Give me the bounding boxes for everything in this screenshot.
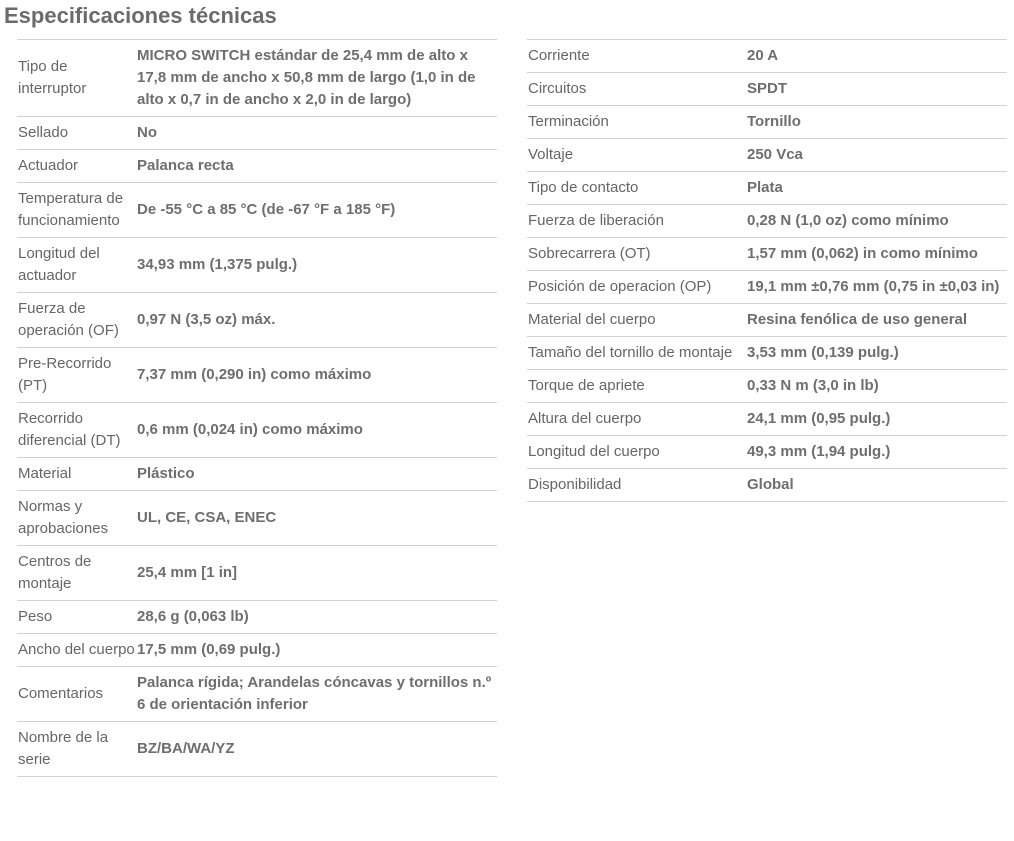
spec-row [527, 304, 1007, 337]
spec-label: Corriente [527, 40, 746, 73]
spec-value: BZ/BA/WA/YZ [136, 722, 497, 777]
spec-label: Sellado [17, 117, 136, 150]
spec-label: Pre-Recorrido (PT) [17, 348, 136, 403]
spec-table-left [17, 39, 497, 777]
spec-row [527, 469, 1007, 502]
spec-label: Comentarios [17, 667, 136, 722]
spec-value: 28,6 g (0,063 lb) [136, 601, 497, 634]
spec-row [527, 238, 1007, 271]
spec-value: No [136, 117, 497, 150]
spec-row [527, 73, 1007, 106]
spec-row [17, 601, 497, 634]
spec-label: Terminación [527, 106, 746, 139]
spec-label: Nombre de la serie [17, 722, 136, 777]
spec-label: Fuerza de operación (OF) [17, 293, 136, 348]
spec-label: Altura del cuerpo [527, 403, 746, 436]
spec-value: 25,4 mm [1 in] [136, 546, 497, 601]
spec-value: 250 Vca [746, 139, 1007, 172]
spec-label: Normas y aprobaciones [17, 491, 136, 546]
spec-value: 20 A [746, 40, 1007, 73]
spec-row [17, 293, 497, 348]
spec-label: Voltaje [527, 139, 746, 172]
spec-row [17, 722, 497, 777]
spec-value: 7,37 mm (0,290 in) como máximo [136, 348, 497, 403]
spec-label: Peso [17, 601, 136, 634]
spec-row [527, 403, 1007, 436]
spec-label: Tipo de contacto [527, 172, 746, 205]
spec-row [17, 634, 497, 667]
spec-value: 1,57 mm (0,062) in como mínimo [746, 238, 1007, 271]
spec-value: Tornillo [746, 106, 1007, 139]
spec-value: 17,5 mm (0,69 pulg.) [136, 634, 497, 667]
spec-label: Longitud del cuerpo [527, 436, 746, 469]
spec-label: Tamaño del tornillo de montaje [527, 337, 746, 370]
spec-label: Fuerza de liberación [527, 205, 746, 238]
spec-label: Sobrecarrera (OT) [527, 238, 746, 271]
spec-value: 34,93 mm (1,375 pulg.) [136, 238, 497, 293]
spec-row [527, 370, 1007, 403]
spec-row [17, 150, 497, 183]
spec-label: Disponibilidad [527, 469, 746, 502]
spec-value: Palanca recta [136, 150, 497, 183]
spec-label: Posición de operacion (OP) [527, 271, 746, 304]
spec-value: 0,6 mm (0,024 in) como máximo [136, 403, 497, 458]
spec-row [17, 40, 497, 117]
spec-label: Recorrido diferencial (DT) [17, 403, 136, 458]
spec-row [527, 172, 1007, 205]
spec-value: MICRO SWITCH estándar de 25,4 mm de alto x 17,8 mm de ancho x 50,8 mm de largo (1,0 in de alto x 0,7 in de ancho x 2,0 in de largo) [136, 40, 497, 117]
spec-value: Palanca rígida; Arandelas cóncavas y tornillos n.º 6 de orientación inferior [136, 667, 497, 722]
spec-label: Centros de montaje [17, 546, 136, 601]
spec-label: Longitud del actuador [17, 238, 136, 293]
spec-row [17, 117, 497, 150]
spec-row [527, 436, 1007, 469]
spec-value: Global [746, 469, 1007, 502]
spec-label: Material del cuerpo [527, 304, 746, 337]
spec-row [17, 183, 497, 238]
spec-label: Temperatura de funcionamiento [17, 183, 136, 238]
spec-row [17, 403, 497, 458]
spec-label: Material [17, 458, 136, 491]
spec-value: UL, CE, CSA, ENEC [136, 491, 497, 546]
spec-label: Circuitos [527, 73, 746, 106]
spec-row [527, 40, 1007, 73]
spec-row [17, 458, 497, 491]
spec-value: 3,53 mm (0,139 pulg.) [746, 337, 1007, 370]
spec-row [17, 491, 497, 546]
section-title: Especificaciones técnicas [4, 3, 277, 28]
spec-label: Torque de apriete [527, 370, 746, 403]
spec-value: 0,97 N (3,5 oz) máx. [136, 293, 497, 348]
spec-row [527, 337, 1007, 370]
spec-label: Tipo de interruptor [17, 40, 136, 117]
spec-row [17, 238, 497, 293]
spec-row [527, 271, 1007, 304]
spec-value: 0,28 N (1,0 oz) como mínimo [746, 205, 1007, 238]
spec-row [17, 667, 497, 722]
spec-row [17, 546, 497, 601]
spec-value: SPDT [746, 73, 1007, 106]
spec-value: Plata [746, 172, 1007, 205]
spec-value: Resina fenólica de uso general [746, 304, 1007, 337]
spec-row [527, 139, 1007, 172]
spec-value: De -55 °C a 85 °C (de -67 °F a 185 °F) [136, 183, 497, 238]
spec-value: 49,3 mm (1,94 pulg.) [746, 436, 1007, 469]
spec-value: Plástico [136, 458, 497, 491]
spec-value: 19,1 mm ±0,76 mm (0,75 in ±0,03 in) [746, 271, 1007, 304]
spec-row [527, 106, 1007, 139]
spec-label: Actuador [17, 150, 136, 183]
spec-value: 0,33 N m (3,0 in lb) [746, 370, 1007, 403]
spec-label: Ancho del cuerpo [17, 634, 136, 667]
spec-row [17, 348, 497, 403]
spec-row [527, 205, 1007, 238]
spec-table-right [527, 39, 1007, 502]
spec-value: 24,1 mm (0,95 pulg.) [746, 403, 1007, 436]
